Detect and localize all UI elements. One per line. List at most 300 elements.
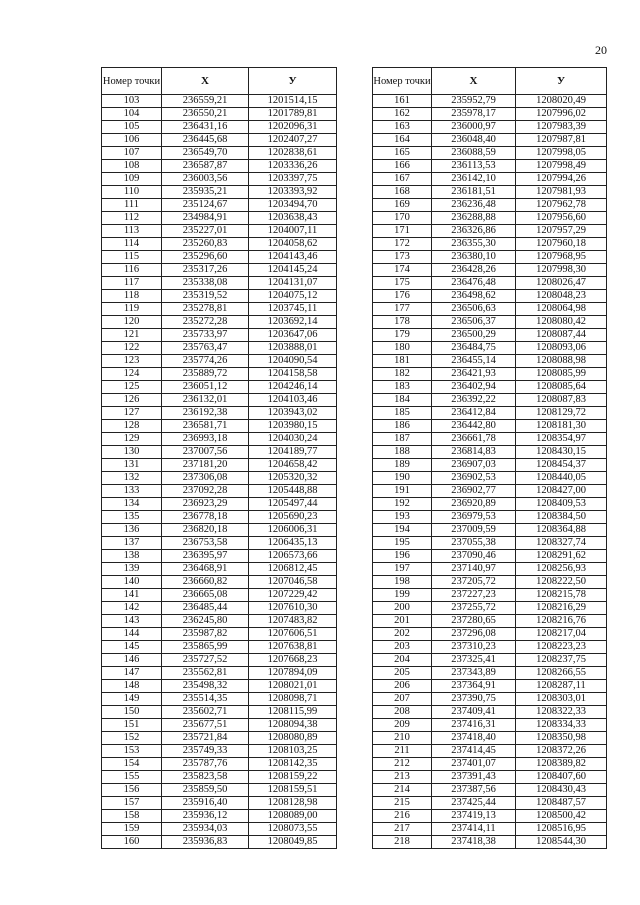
point-number-cell: 145 bbox=[102, 641, 162, 654]
y-coordinate-cell: 1208487,57 bbox=[516, 797, 607, 810]
table-row bbox=[373, 121, 607, 134]
x-coordinate-cell: 237364,91 bbox=[432, 680, 516, 693]
x-coordinate-cell: 236392,22 bbox=[432, 394, 516, 407]
x-coordinate-cell: 237140,97 bbox=[432, 563, 516, 576]
y-coordinate-cell: 1203638,43 bbox=[249, 212, 337, 225]
y-coordinate-cell: 1205448,88 bbox=[249, 485, 337, 498]
y-coordinate-cell: 1207606,51 bbox=[249, 628, 337, 641]
header-y: У bbox=[516, 68, 607, 95]
point-number-cell: 174 bbox=[373, 264, 432, 277]
y-coordinate-cell: 1208093,06 bbox=[516, 342, 607, 355]
table-row bbox=[102, 368, 337, 381]
table-row bbox=[102, 147, 337, 160]
table-row bbox=[373, 212, 607, 225]
point-number-cell: 144 bbox=[102, 628, 162, 641]
table-row bbox=[373, 576, 607, 589]
table-row bbox=[373, 225, 607, 238]
x-coordinate-cell: 237387,56 bbox=[432, 784, 516, 797]
point-number-cell: 155 bbox=[102, 771, 162, 784]
table-row bbox=[102, 524, 337, 537]
y-coordinate-cell: 1208223,23 bbox=[516, 641, 607, 654]
y-coordinate-cell: 1208094,38 bbox=[249, 719, 337, 732]
y-coordinate-cell: 1208334,33 bbox=[516, 719, 607, 732]
y-coordinate-cell: 1207956,60 bbox=[516, 212, 607, 225]
point-number-cell: 143 bbox=[102, 615, 162, 628]
table-row bbox=[373, 485, 607, 498]
x-coordinate-cell: 235865,99 bbox=[162, 641, 249, 654]
point-number-cell: 181 bbox=[373, 355, 432, 368]
x-coordinate-cell: 236498,62 bbox=[432, 290, 516, 303]
point-number-cell: 191 bbox=[373, 485, 432, 498]
table-row bbox=[102, 433, 337, 446]
table-row bbox=[373, 446, 607, 459]
table-row bbox=[373, 329, 607, 342]
x-coordinate-cell: 235278,81 bbox=[162, 303, 249, 316]
point-number-cell: 205 bbox=[373, 667, 432, 680]
point-number-cell: 186 bbox=[373, 420, 432, 433]
point-number-cell: 133 bbox=[102, 485, 162, 498]
point-number-cell: 153 bbox=[102, 745, 162, 758]
x-coordinate-cell: 237418,38 bbox=[432, 836, 516, 849]
table-row bbox=[373, 108, 607, 121]
x-coordinate-cell: 235727,52 bbox=[162, 654, 249, 667]
y-coordinate-cell: 1207668,23 bbox=[249, 654, 337, 667]
x-coordinate-cell: 235227,01 bbox=[162, 225, 249, 238]
y-coordinate-cell: 1203745,11 bbox=[249, 303, 337, 316]
x-coordinate-cell: 236500,29 bbox=[432, 329, 516, 342]
table-row bbox=[102, 446, 337, 459]
point-number-cell: 168 bbox=[373, 186, 432, 199]
point-number-cell: 156 bbox=[102, 784, 162, 797]
table-row bbox=[373, 823, 607, 836]
x-coordinate-cell: 236402,94 bbox=[432, 381, 516, 394]
x-coordinate-cell: 236288,88 bbox=[432, 212, 516, 225]
table-row bbox=[102, 823, 337, 836]
x-coordinate-cell: 236506,63 bbox=[432, 303, 516, 316]
point-number-cell: 105 bbox=[102, 121, 162, 134]
table-row bbox=[102, 511, 337, 524]
x-coordinate-cell: 235763,47 bbox=[162, 342, 249, 355]
point-number-cell: 126 bbox=[102, 394, 162, 407]
y-coordinate-cell: 1207968,95 bbox=[516, 251, 607, 264]
y-coordinate-cell: 1208021,01 bbox=[249, 680, 337, 693]
x-coordinate-cell: 235260,83 bbox=[162, 238, 249, 251]
point-number-cell: 139 bbox=[102, 563, 162, 576]
table-row bbox=[102, 628, 337, 641]
y-coordinate-cell: 1204007,11 bbox=[249, 225, 337, 238]
point-number-cell: 107 bbox=[102, 147, 162, 160]
table-row bbox=[102, 615, 337, 628]
point-number-cell: 104 bbox=[102, 108, 162, 121]
point-number-cell: 135 bbox=[102, 511, 162, 524]
y-coordinate-cell: 1208026,47 bbox=[516, 277, 607, 290]
table-row bbox=[102, 667, 337, 680]
x-coordinate-cell: 236484,75 bbox=[432, 342, 516, 355]
x-coordinate-cell: 235296,60 bbox=[162, 251, 249, 264]
table-row bbox=[102, 420, 337, 433]
x-coordinate-cell: 235319,52 bbox=[162, 290, 249, 303]
table-row bbox=[102, 680, 337, 693]
x-coordinate-cell: 237055,38 bbox=[432, 537, 516, 550]
table-row bbox=[373, 355, 607, 368]
x-coordinate-cell: 236245,80 bbox=[162, 615, 249, 628]
table-row bbox=[102, 836, 337, 849]
y-coordinate-cell: 1204030,24 bbox=[249, 433, 337, 446]
point-number-cell: 197 bbox=[373, 563, 432, 576]
table-row bbox=[102, 381, 337, 394]
y-coordinate-cell: 1208159,22 bbox=[249, 771, 337, 784]
x-coordinate-cell: 236550,21 bbox=[162, 108, 249, 121]
x-coordinate-cell: 236192,38 bbox=[162, 407, 249, 420]
x-coordinate-cell: 236428,26 bbox=[432, 264, 516, 277]
y-coordinate-cell: 1203647,06 bbox=[249, 329, 337, 342]
x-coordinate-cell: 237325,41 bbox=[432, 654, 516, 667]
point-number-cell: 163 bbox=[373, 121, 432, 134]
x-coordinate-cell: 236132,01 bbox=[162, 394, 249, 407]
table-row bbox=[373, 173, 607, 186]
x-coordinate-cell: 235952,79 bbox=[432, 95, 516, 108]
y-coordinate-cell: 1208500,42 bbox=[516, 810, 607, 823]
point-number-cell: 172 bbox=[373, 238, 432, 251]
table-row bbox=[102, 472, 337, 485]
point-number-cell: 210 bbox=[373, 732, 432, 745]
y-coordinate-cell: 1207987,81 bbox=[516, 134, 607, 147]
point-number-cell: 189 bbox=[373, 459, 432, 472]
y-coordinate-cell: 1204075,12 bbox=[249, 290, 337, 303]
y-coordinate-cell: 1207998,05 bbox=[516, 147, 607, 160]
y-coordinate-cell: 1203397,75 bbox=[249, 173, 337, 186]
x-coordinate-cell: 235338,08 bbox=[162, 277, 249, 290]
page-number: 20 bbox=[595, 43, 607, 57]
table-row bbox=[102, 199, 337, 212]
table-row bbox=[373, 134, 607, 147]
table-row bbox=[373, 290, 607, 303]
point-number-cell: 201 bbox=[373, 615, 432, 628]
table-row bbox=[102, 576, 337, 589]
x-coordinate-cell: 236236,48 bbox=[432, 199, 516, 212]
y-coordinate-cell: 1208303,01 bbox=[516, 693, 607, 706]
table-row bbox=[102, 251, 337, 264]
point-number-cell: 207 bbox=[373, 693, 432, 706]
table-row bbox=[102, 394, 337, 407]
point-number-cell: 151 bbox=[102, 719, 162, 732]
x-coordinate-cell: 234984,91 bbox=[162, 212, 249, 225]
x-coordinate-cell: 235935,21 bbox=[162, 186, 249, 199]
x-coordinate-cell: 236587,87 bbox=[162, 160, 249, 173]
y-coordinate-cell: 1206435,13 bbox=[249, 537, 337, 550]
x-coordinate-cell: 235733,97 bbox=[162, 329, 249, 342]
y-coordinate-cell: 1207962,78 bbox=[516, 199, 607, 212]
point-number-cell: 121 bbox=[102, 329, 162, 342]
table-row bbox=[373, 264, 607, 277]
header-x: Х bbox=[432, 68, 516, 95]
point-number-cell: 113 bbox=[102, 225, 162, 238]
y-coordinate-cell: 1207981,93 bbox=[516, 186, 607, 199]
point-number-cell: 173 bbox=[373, 251, 432, 264]
y-coordinate-cell: 1208064,98 bbox=[516, 303, 607, 316]
point-number-cell: 170 bbox=[373, 212, 432, 225]
point-number-cell: 108 bbox=[102, 160, 162, 173]
y-coordinate-cell: 1208256,93 bbox=[516, 563, 607, 576]
point-number-cell: 159 bbox=[102, 823, 162, 836]
x-coordinate-cell: 235936,83 bbox=[162, 836, 249, 849]
point-number-cell: 147 bbox=[102, 667, 162, 680]
point-number-cell: 112 bbox=[102, 212, 162, 225]
x-coordinate-cell: 236003,56 bbox=[162, 173, 249, 186]
y-coordinate-cell: 1208516,95 bbox=[516, 823, 607, 836]
table-row bbox=[373, 602, 607, 615]
y-coordinate-cell: 1208098,71 bbox=[249, 693, 337, 706]
table-row bbox=[102, 108, 337, 121]
x-coordinate-cell: 236142,10 bbox=[432, 173, 516, 186]
point-number-cell: 117 bbox=[102, 277, 162, 290]
table-row bbox=[102, 797, 337, 810]
x-coordinate-cell: 236048,40 bbox=[432, 134, 516, 147]
y-coordinate-cell: 1208266,55 bbox=[516, 667, 607, 680]
point-number-cell: 196 bbox=[373, 550, 432, 563]
table-row bbox=[373, 706, 607, 719]
header-y: У bbox=[249, 68, 337, 95]
x-coordinate-cell: 235677,51 bbox=[162, 719, 249, 732]
point-number-cell: 142 bbox=[102, 602, 162, 615]
point-number-cell: 192 bbox=[373, 498, 432, 511]
y-coordinate-cell: 1208103,25 bbox=[249, 745, 337, 758]
y-coordinate-cell: 1207998,30 bbox=[516, 264, 607, 277]
table-row bbox=[373, 628, 607, 641]
y-coordinate-cell: 1208181,30 bbox=[516, 420, 607, 433]
y-coordinate-cell: 1208215,78 bbox=[516, 589, 607, 602]
table-row bbox=[373, 589, 607, 602]
table-row bbox=[373, 251, 607, 264]
x-coordinate-cell: 236355,30 bbox=[432, 238, 516, 251]
point-number-cell: 119 bbox=[102, 303, 162, 316]
point-number-cell: 209 bbox=[373, 719, 432, 732]
y-coordinate-cell: 1203980,15 bbox=[249, 420, 337, 433]
point-number-cell: 198 bbox=[373, 576, 432, 589]
point-number-cell: 203 bbox=[373, 641, 432, 654]
table-row bbox=[102, 745, 337, 758]
table-row bbox=[102, 238, 337, 251]
point-number-cell: 128 bbox=[102, 420, 162, 433]
y-coordinate-cell: 1207960,18 bbox=[516, 238, 607, 251]
point-number-cell: 110 bbox=[102, 186, 162, 199]
table-row bbox=[373, 316, 607, 329]
x-coordinate-cell: 237414,11 bbox=[432, 823, 516, 836]
table-row bbox=[373, 524, 607, 537]
point-number-cell: 190 bbox=[373, 472, 432, 485]
table-row bbox=[373, 641, 607, 654]
table-row bbox=[373, 667, 607, 680]
x-coordinate-cell: 236660,82 bbox=[162, 576, 249, 589]
x-coordinate-cell: 235514,35 bbox=[162, 693, 249, 706]
y-coordinate-cell: 1208237,75 bbox=[516, 654, 607, 667]
y-coordinate-cell: 1208322,33 bbox=[516, 706, 607, 719]
point-number-cell: 129 bbox=[102, 433, 162, 446]
x-coordinate-cell: 236476,48 bbox=[432, 277, 516, 290]
point-number-cell: 130 bbox=[102, 446, 162, 459]
table-row bbox=[102, 225, 337, 238]
header-x: Х bbox=[162, 68, 249, 95]
table-row bbox=[102, 342, 337, 355]
y-coordinate-cell: 1202838,61 bbox=[249, 147, 337, 160]
point-number-cell: 193 bbox=[373, 511, 432, 524]
point-number-cell: 167 bbox=[373, 173, 432, 186]
point-number-cell: 208 bbox=[373, 706, 432, 719]
y-coordinate-cell: 1208407,60 bbox=[516, 771, 607, 784]
x-coordinate-cell: 235124,67 bbox=[162, 199, 249, 212]
point-number-cell: 106 bbox=[102, 134, 162, 147]
point-number-cell: 185 bbox=[373, 407, 432, 420]
y-coordinate-cell: 1206812,45 bbox=[249, 563, 337, 576]
y-coordinate-cell: 1204090,54 bbox=[249, 355, 337, 368]
table-row bbox=[373, 420, 607, 433]
x-coordinate-cell: 235823,58 bbox=[162, 771, 249, 784]
table-row bbox=[102, 771, 337, 784]
y-coordinate-cell: 1208384,50 bbox=[516, 511, 607, 524]
y-coordinate-cell: 1203393,92 bbox=[249, 186, 337, 199]
y-coordinate-cell: 1208049,85 bbox=[249, 836, 337, 849]
point-number-cell: 179 bbox=[373, 329, 432, 342]
table-row bbox=[373, 407, 607, 420]
y-coordinate-cell: 1207894,09 bbox=[249, 667, 337, 680]
point-number-cell: 161 bbox=[373, 95, 432, 108]
x-coordinate-cell: 237205,72 bbox=[432, 576, 516, 589]
point-number-cell: 214 bbox=[373, 784, 432, 797]
x-coordinate-cell: 236979,53 bbox=[432, 511, 516, 524]
point-number-cell: 125 bbox=[102, 381, 162, 394]
y-coordinate-cell: 1208350,98 bbox=[516, 732, 607, 745]
y-coordinate-cell: 1208115,99 bbox=[249, 706, 337, 719]
point-number-cell: 169 bbox=[373, 199, 432, 212]
point-number-cell: 166 bbox=[373, 160, 432, 173]
table-row bbox=[373, 680, 607, 693]
y-coordinate-cell: 1208430,43 bbox=[516, 784, 607, 797]
point-number-cell: 178 bbox=[373, 316, 432, 329]
y-coordinate-cell: 1208440,05 bbox=[516, 472, 607, 485]
y-coordinate-cell: 1204143,46 bbox=[249, 251, 337, 264]
x-coordinate-cell: 236902,53 bbox=[432, 472, 516, 485]
x-coordinate-cell: 236000,97 bbox=[432, 121, 516, 134]
point-number-cell: 212 bbox=[373, 758, 432, 771]
x-coordinate-cell: 236661,78 bbox=[432, 433, 516, 446]
table-row bbox=[102, 95, 337, 108]
table-row bbox=[373, 95, 607, 108]
y-coordinate-cell: 1208216,29 bbox=[516, 602, 607, 615]
x-coordinate-cell: 235749,33 bbox=[162, 745, 249, 758]
table-row bbox=[373, 719, 607, 732]
y-coordinate-cell: 1207229,42 bbox=[249, 589, 337, 602]
table-row bbox=[102, 654, 337, 667]
x-coordinate-cell: 237280,65 bbox=[432, 615, 516, 628]
x-coordinate-cell: 235602,71 bbox=[162, 706, 249, 719]
table-row bbox=[373, 836, 607, 849]
x-coordinate-cell: 236395,97 bbox=[162, 550, 249, 563]
x-coordinate-cell: 236412,84 bbox=[432, 407, 516, 420]
point-number-cell: 136 bbox=[102, 524, 162, 537]
point-number-cell: 184 bbox=[373, 394, 432, 407]
table-row bbox=[102, 810, 337, 823]
point-number-cell: 127 bbox=[102, 407, 162, 420]
table-row bbox=[373, 615, 607, 628]
x-coordinate-cell: 235317,26 bbox=[162, 264, 249, 277]
table-row bbox=[102, 589, 337, 602]
y-coordinate-cell: 1208142,35 bbox=[249, 758, 337, 771]
point-number-cell: 164 bbox=[373, 134, 432, 147]
x-coordinate-cell: 237401,07 bbox=[432, 758, 516, 771]
point-number-cell: 111 bbox=[102, 199, 162, 212]
point-number-cell: 211 bbox=[373, 745, 432, 758]
table-row bbox=[373, 745, 607, 758]
point-number-cell: 134 bbox=[102, 498, 162, 511]
y-coordinate-cell: 1201514,15 bbox=[249, 95, 337, 108]
table-row bbox=[373, 732, 607, 745]
table-row bbox=[373, 563, 607, 576]
table-row bbox=[102, 537, 337, 550]
point-number-cell: 150 bbox=[102, 706, 162, 719]
point-number-cell: 132 bbox=[102, 472, 162, 485]
x-coordinate-cell: 235934,03 bbox=[162, 823, 249, 836]
x-coordinate-cell: 236814,83 bbox=[432, 446, 516, 459]
table-row bbox=[373, 394, 607, 407]
x-coordinate-cell: 235787,76 bbox=[162, 758, 249, 771]
point-number-cell: 109 bbox=[102, 173, 162, 186]
table-row bbox=[102, 303, 337, 316]
y-coordinate-cell: 1207610,30 bbox=[249, 602, 337, 615]
table-row bbox=[373, 199, 607, 212]
table-row bbox=[373, 498, 607, 511]
y-coordinate-cell: 1208088,98 bbox=[516, 355, 607, 368]
y-coordinate-cell: 1208544,30 bbox=[516, 836, 607, 849]
x-coordinate-cell: 236907,03 bbox=[432, 459, 516, 472]
point-number-cell: 194 bbox=[373, 524, 432, 537]
y-coordinate-cell: 1202096,31 bbox=[249, 121, 337, 134]
point-number-cell: 146 bbox=[102, 654, 162, 667]
x-coordinate-cell: 237296,08 bbox=[432, 628, 516, 641]
y-coordinate-cell: 1204131,07 bbox=[249, 277, 337, 290]
y-coordinate-cell: 1207483,82 bbox=[249, 615, 337, 628]
point-number-cell: 122 bbox=[102, 342, 162, 355]
table-row bbox=[373, 459, 607, 472]
table-row bbox=[373, 368, 607, 381]
table-header-row bbox=[373, 68, 607, 95]
point-number-cell: 206 bbox=[373, 680, 432, 693]
y-coordinate-cell: 1208430,15 bbox=[516, 446, 607, 459]
table-row bbox=[102, 277, 337, 290]
y-coordinate-cell: 1208073,55 bbox=[249, 823, 337, 836]
y-coordinate-cell: 1204189,77 bbox=[249, 446, 337, 459]
y-coordinate-cell: 1206573,66 bbox=[249, 550, 337, 563]
y-coordinate-cell: 1205497,44 bbox=[249, 498, 337, 511]
x-coordinate-cell: 235916,40 bbox=[162, 797, 249, 810]
point-number-cell: 131 bbox=[102, 459, 162, 472]
point-number-cell: 137 bbox=[102, 537, 162, 550]
point-number-cell: 183 bbox=[373, 381, 432, 394]
x-coordinate-cell: 236506,37 bbox=[432, 316, 516, 329]
point-number-cell: 116 bbox=[102, 264, 162, 277]
x-coordinate-cell: 237418,40 bbox=[432, 732, 516, 745]
y-coordinate-cell: 1207994,26 bbox=[516, 173, 607, 186]
table-row bbox=[102, 407, 337, 420]
y-coordinate-cell: 1203494,70 bbox=[249, 199, 337, 212]
x-coordinate-cell: 237425,44 bbox=[432, 797, 516, 810]
x-coordinate-cell: 237390,75 bbox=[432, 693, 516, 706]
table-row bbox=[102, 550, 337, 563]
y-coordinate-cell: 1204158,58 bbox=[249, 368, 337, 381]
table-row bbox=[373, 810, 607, 823]
table-row bbox=[373, 342, 607, 355]
x-coordinate-cell: 236421,93 bbox=[432, 368, 516, 381]
point-number-cell: 217 bbox=[373, 823, 432, 836]
